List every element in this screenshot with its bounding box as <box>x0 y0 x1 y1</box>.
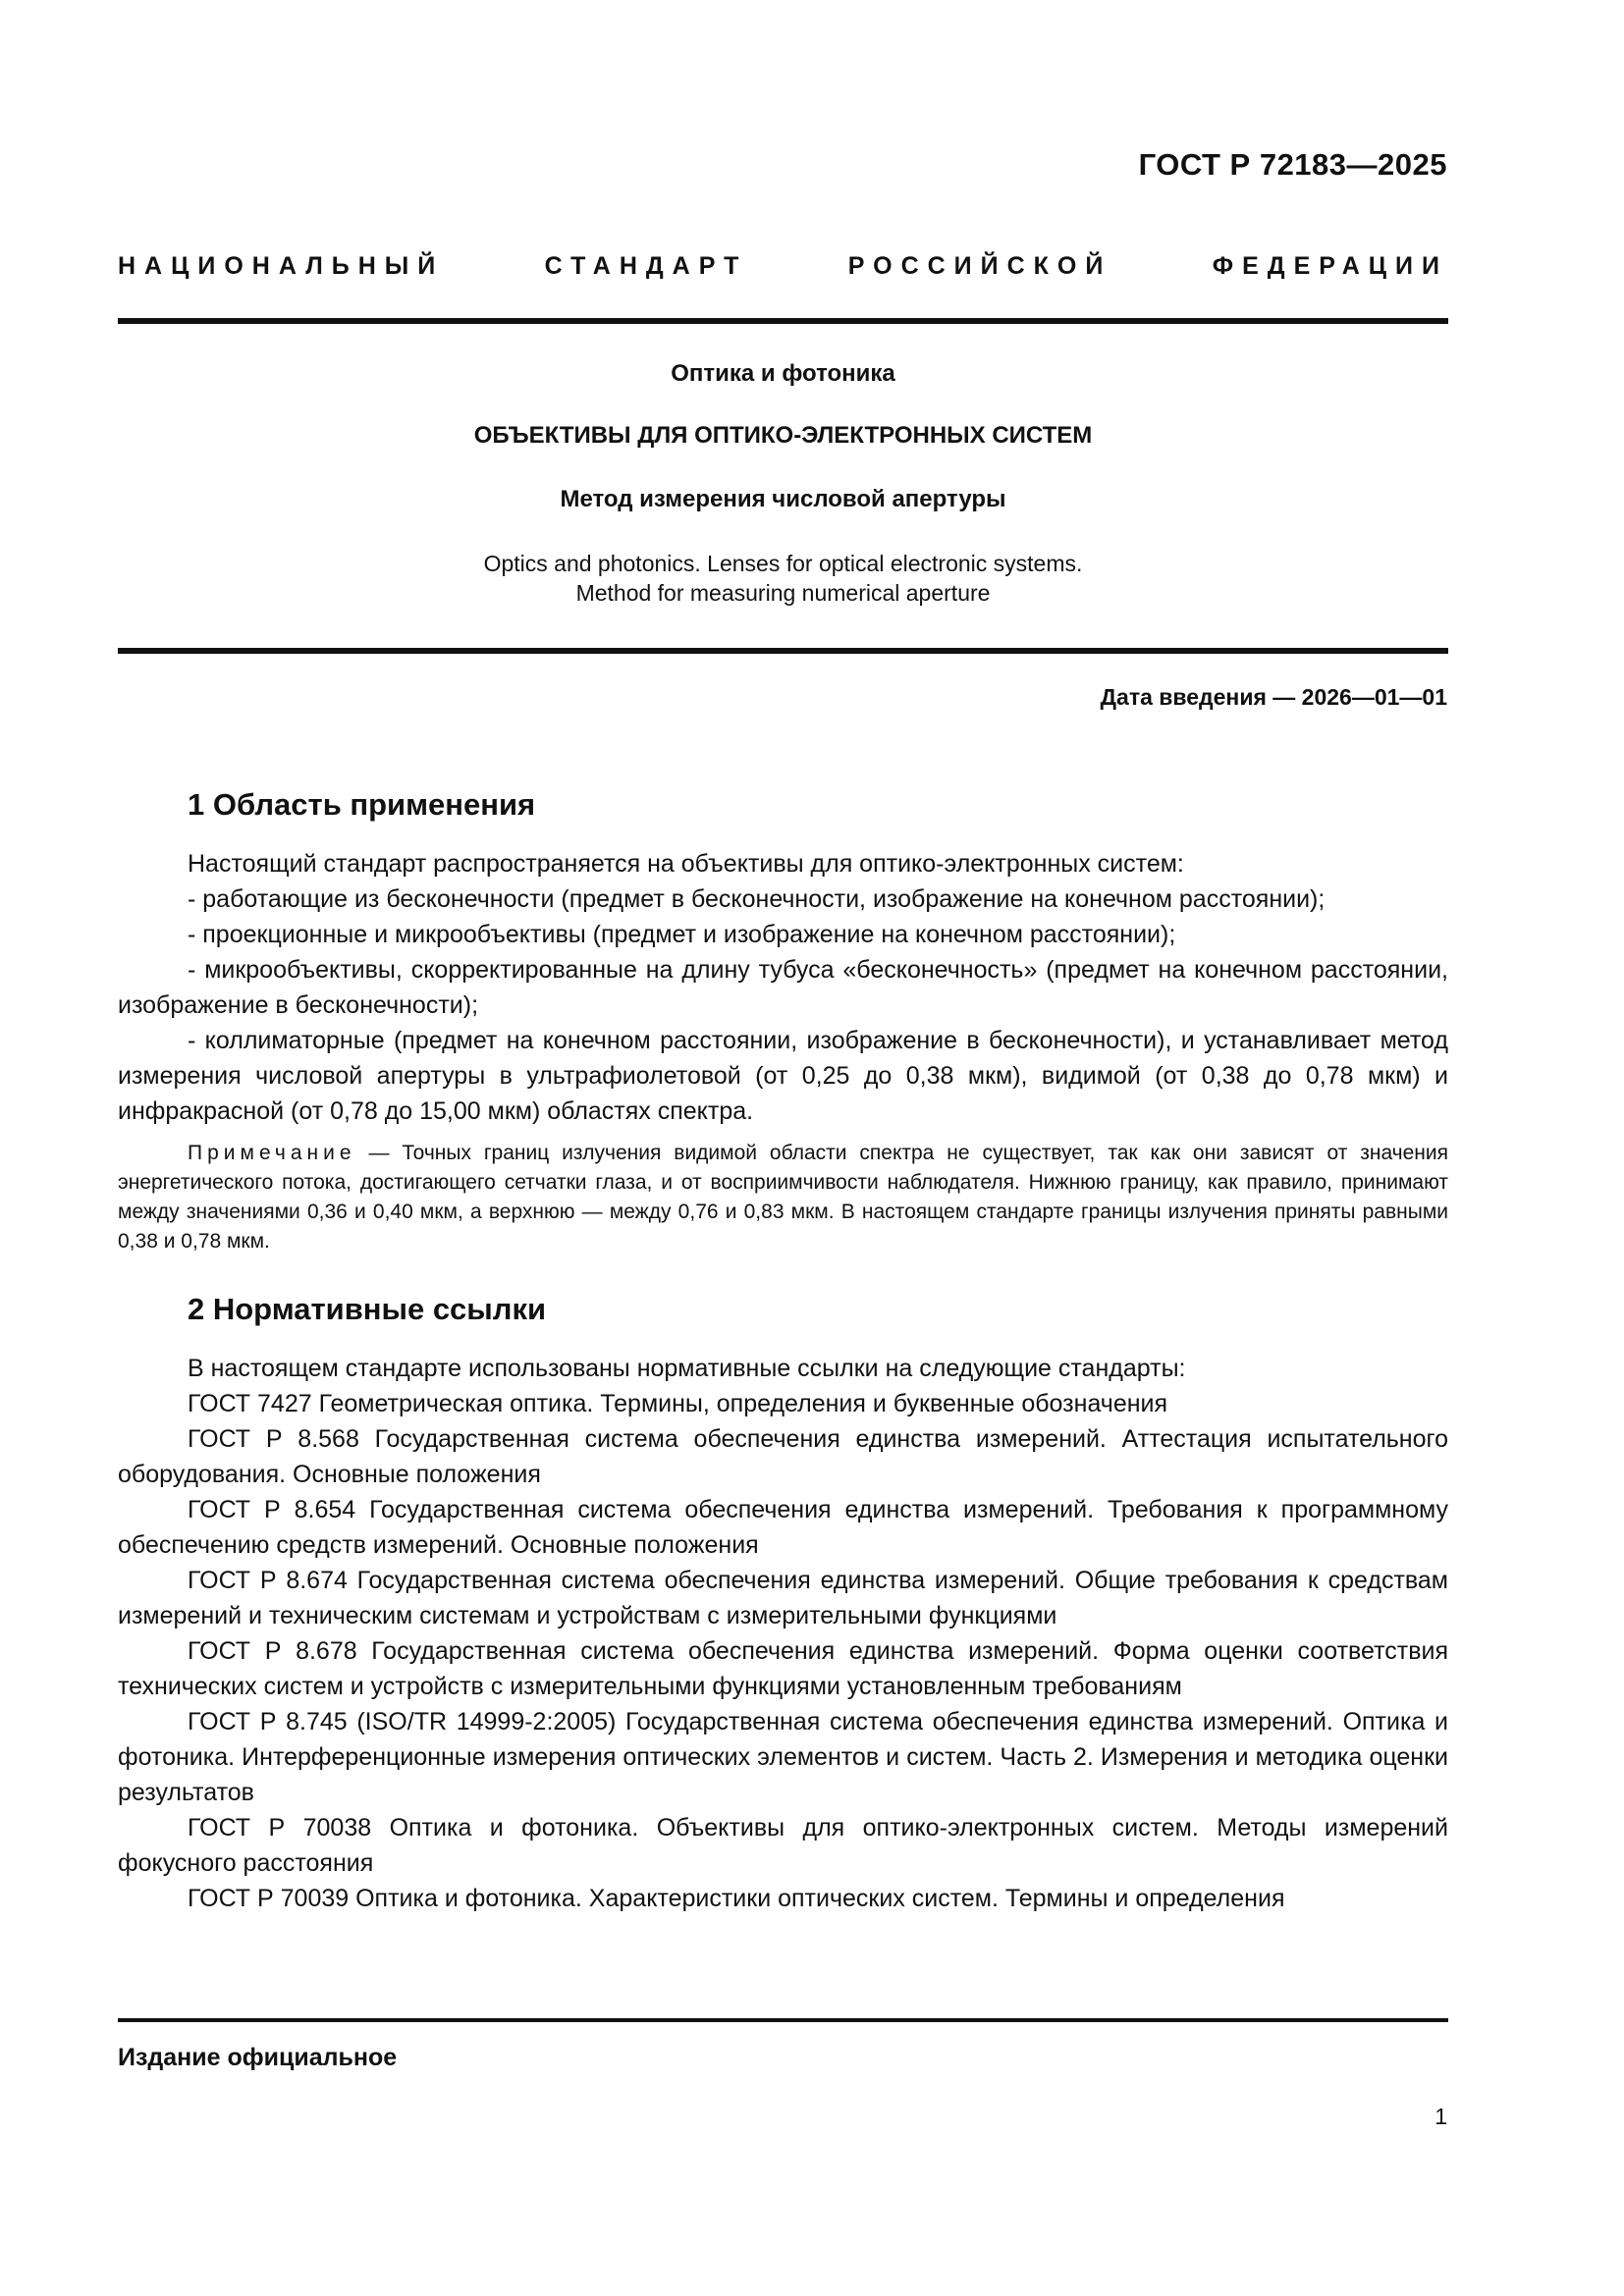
english-title-line-1: Optics and photonics. Lenses for optical electronic systems. <box>483 551 1083 576</box>
list-item: - работающие из бесконечности (предмет в бесконечности, изображение на конечном расстоянии); <box>188 885 1326 913</box>
introduction-date: Дата введения — 2026—01—01 <box>1100 684 1447 710</box>
reference-item: ГОСТ 7427 Геометрическая оптика. Термины, определения и буквенные обозначения <box>188 1390 1168 1417</box>
list-item: - коллиматорные (предмет на конечном расстоянии, изображение в бесконечности), и устанавливает метод измерения числовой апертуры в ультрафиолетовой (от 0,25 до 0,38 мкм), видимой (от 0,38 до 0,78 мкм) и инфракрасной (от 0,78 до 15,00 мкм) областях спектра. <box>118 1027 1448 1125</box>
reference-item: ГОСТ Р 70038 Оптика и фотоника. Объективы для оптико-электронных систем. Методы измерений фокусного расстояния <box>118 1814 1448 1877</box>
section-heading: 1 Область применения <box>188 787 536 822</box>
section-normative-references <box>118 1290 1448 1916</box>
standard-subtitle: Метод измерения числовой апертуры <box>560 486 1006 512</box>
reference-item: ГОСТ Р 8.674 Государственная система обеспечения единства измерений. Общие требования к средствам измерений и техническим системам и устройствам с измерительными функциями <box>118 1567 1448 1629</box>
english-title-line-2: Method for measuring numerical aperture <box>575 580 991 606</box>
paragraph: В настоящем стандарте использованы нормативные ссылки на следующие стандарты: <box>188 1355 1186 1382</box>
document-body <box>118 785 1448 1916</box>
reference-item: ГОСТ Р 70039 Оптика и фотоника. Характеристики оптических систем. Термины и определения <box>188 1885 1285 1912</box>
paragraph: Настоящий стандарт распространяется на объективы для оптико-электронных систем: <box>188 850 1184 878</box>
reference-item: ГОСТ Р 8.568 Государственная система обеспечения единства измерений. Аттестация испытательного оборудования. Основные положения <box>118 1425 1448 1488</box>
reference-item: ГОСТ Р 8.654 Государственная система обеспечения единства измерений. Требования к программному обеспечению средств измерений. Основные положения <box>118 1496 1448 1559</box>
note-text: — Точных границ излучения видимой области спектра не существует, так как они зависят от значения энергетического потока, достигающего сетчатки глаза, и от восприимчивости наблюдателя. Нижнюю границу, как правило, принимают между значениями 0,36 и 0,40 мкм, а верхнюю — между 0,76 и 0,83 мкм. В настоящем стандарте границы излучения приняты равными 0,38 и 0,78 мкм. <box>118 1142 1448 1253</box>
section-scope <box>118 785 1448 1256</box>
document-number: ГОСТ Р 72183—2025 <box>1138 147 1447 182</box>
page-number: 1 <box>1435 2104 1447 2129</box>
title-block <box>118 357 1448 608</box>
title-divider <box>118 648 1448 654</box>
standard-banner: НАЦИОНАЛЬНЫЙ СТАНДАРТ РОССИЙСКОЙ ФЕДЕРАЦИИ <box>118 252 1448 280</box>
reference-item: ГОСТ Р 8.745 (ISO/TR 14999-2:2005) Государственная система обеспечения единства измерений. Оптика и фотоника. Интерференционные измерения оптических элементов и систем. Часть 2. Измерения и методика оценки результатов <box>118 1708 1448 1806</box>
reference-item: ГОСТ Р 8.678 Государственная система обеспечения единства измерений. Форма оценки соответствия технических систем и устройств с измерительными функциями установленным требованиям <box>118 1637 1448 1700</box>
list-item: - проекционные и микрообъективы (предмет и изображение на конечном расстоянии); <box>188 921 1176 948</box>
footer-divider <box>118 2018 1448 2022</box>
note-label: Примечание <box>188 1142 356 1164</box>
standard-group-title: Оптика и фотоника <box>671 360 895 387</box>
note <box>118 1139 1448 1256</box>
english-title <box>118 549 1448 608</box>
standard-main-title: ОБЪЕКТИВЫ ДЛЯ ОПТИКО-ЭЛЕКТРОННЫХ СИСТЕМ <box>473 422 1093 449</box>
list-item: - микрообъективы, скорректированные на длину тубуса «бесконечность» (предмет на конечном расстоянии, изображение в бесконечности); <box>118 956 1448 1019</box>
official-edition-label: Издание официальное <box>118 2044 398 2071</box>
section-heading: 2 Нормативные ссылки <box>188 1292 547 1326</box>
top-divider <box>118 318 1448 324</box>
